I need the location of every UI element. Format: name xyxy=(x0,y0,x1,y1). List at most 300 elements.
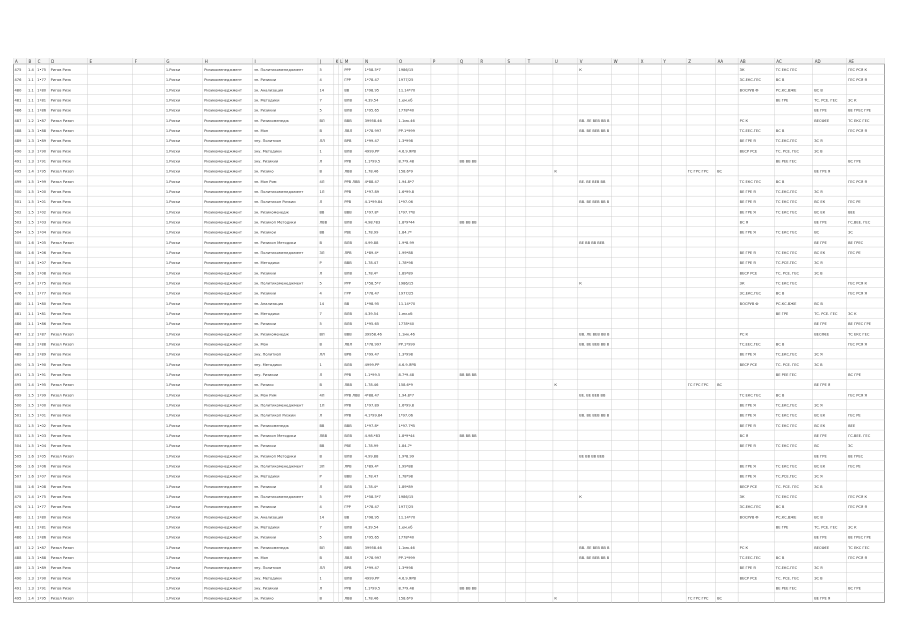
table-cell: 502 xyxy=(14,423,22,428)
table-cell: 4.98.*83 xyxy=(364,434,381,439)
table-cell: РВЕ xyxy=(344,444,352,449)
table-cell: ВВ. ВЕ ВЕВ ВВ В xyxy=(579,413,610,418)
table-cell: 1.4 xyxy=(28,495,34,500)
table-cell: 1•89 xyxy=(37,139,47,144)
table-cell: 1.78.47 xyxy=(364,474,379,479)
table-cell: Ригов Ризк xyxy=(50,230,72,235)
table-cell: 1•89 xyxy=(37,566,47,571)
table-cell: Ригов Ризк xyxy=(50,362,72,367)
table-cell: 1.2 xyxy=(28,545,34,550)
table-cell: 158.6*9 xyxy=(398,169,413,174)
column-header-row xyxy=(13,58,885,64)
table-cell: 1*97.8* xyxy=(364,210,379,215)
table-cell: 1•80 xyxy=(37,515,47,520)
table-cell: 1•95 xyxy=(37,596,47,601)
table-cell: Ризикоменеджмент xyxy=(204,454,242,459)
table-cell: ВЕ ГРЕ Я xyxy=(814,169,831,174)
table-cell: ВВ. ВЕ ВЕВ ВВ В xyxy=(579,128,610,133)
table-cell: Ризикоменеджмент xyxy=(204,271,242,276)
table-cell: 1778*40 xyxy=(398,108,415,113)
table-cell: 1•04 xyxy=(37,230,47,235)
table-cell: ЛЛ xyxy=(319,352,325,357)
table-cell: Ригов Ризк xyxy=(50,586,72,591)
table-cell: 1.5 xyxy=(28,444,34,449)
table-cell: ГЕС РСЯ Я xyxy=(848,393,868,398)
table-cell: 1•87 xyxy=(37,118,47,123)
table-cell: 1778*40 xyxy=(398,535,415,540)
table-cell: 1*78.47 xyxy=(364,505,380,510)
table-cell: 1.Риски xyxy=(165,515,181,520)
column-letter: G xyxy=(166,58,170,64)
table-cell: 1.Риски xyxy=(165,393,181,398)
table-cell: зну. Политиоп xyxy=(253,566,282,571)
table-cell: Ригов Ризк xyxy=(50,108,72,113)
table-cell: ВЛВ xyxy=(344,484,352,489)
table-cell: ЗК xyxy=(739,495,745,500)
table-cell: ЗС К xyxy=(848,525,857,530)
table-cell: Ризол Ризоп xyxy=(50,556,74,561)
table-cell: 1.1мк.46 xyxy=(398,545,415,550)
table-cell: 1.78.4* xyxy=(364,484,378,489)
table-cell: 4*88.47 xyxy=(364,179,380,184)
table-cell: ВЕСФЕЕ xyxy=(814,332,830,337)
table-cell: 1.78.46 xyxy=(364,596,379,601)
table-cell: 487 xyxy=(14,118,22,123)
table-cell: ТС.РСЕ.ГЕС xyxy=(775,474,797,479)
table-cell: Ризикоменеджмент xyxy=(204,576,242,581)
table-cell: 1.Риски xyxy=(165,311,181,316)
table-cell: Ризикоменеджмент xyxy=(204,515,242,520)
table-cell: ВЕСФЕЕ xyxy=(814,545,830,550)
table-cell: Ризикоменеджмент xyxy=(204,281,242,286)
table-cell: 1•05 xyxy=(37,454,47,459)
table-cell: 1.1мк.46 xyxy=(398,332,415,337)
column-letter: D xyxy=(51,58,55,64)
table-cell: 1.Риски xyxy=(165,332,181,337)
table-cell: 1.Риски xyxy=(165,535,181,540)
column-letter: F xyxy=(134,58,138,64)
column-letter: L xyxy=(340,58,343,64)
table-cell: 8.7*9.48 xyxy=(398,373,415,378)
table-cell: Ригов Ризк xyxy=(50,505,72,510)
table-cell: ТС.ЕКС.ГЕС xyxy=(775,139,798,144)
table-cell: ЛЛ xyxy=(319,566,325,571)
table-cell: Ригов Ризк xyxy=(50,261,72,266)
table-cell: Ригов Ризк xyxy=(50,434,72,439)
table-cell: 1.Риски xyxy=(165,139,181,144)
table-cell: Ризикоменеджмент xyxy=(204,495,242,500)
table-cell: ВЕ ГРЕС xyxy=(848,240,864,245)
table-cell: 1*58.5*7 xyxy=(364,281,381,286)
table-cell: ВЕ ГРЕ Я xyxy=(739,352,756,357)
table-cell: 505 xyxy=(14,240,22,245)
table-cell: 1•95 xyxy=(37,169,47,174)
table-cell: 506 xyxy=(14,250,22,255)
table-cell: 1.Риски xyxy=(165,464,181,469)
table-cell: ВЕСР РСЕ xyxy=(739,576,758,581)
table-cell: 1.6 xyxy=(28,271,34,276)
table-cell: 1.99*88 xyxy=(398,464,413,469)
table-cell: 4.6.9.ЯРВ xyxy=(398,149,416,154)
table-cell: К xyxy=(579,281,582,286)
table-cell: 491 xyxy=(14,586,22,591)
table-cell: ГЕС РСЯ Я xyxy=(848,556,868,561)
table-cell: ЗС В xyxy=(814,576,823,581)
table-cell: 1•77 xyxy=(37,291,47,296)
table-cell: 1.89*89 xyxy=(398,484,413,489)
table-cell: зн. Ризикоп Методики xyxy=(253,434,297,439)
table-cell: зн. Политикоменеджмент xyxy=(253,464,304,469)
table-cell: ВЛ xyxy=(319,545,325,550)
table-cell: Ризикоменеджмент xyxy=(204,210,242,215)
table-cell: ВЛВ xyxy=(344,98,352,103)
table-cell: Ригов Ризк xyxy=(50,444,72,449)
table-cell: ЛВВ xyxy=(344,596,352,601)
table-cell: зн. Ризикии xyxy=(253,535,277,540)
table-cell: Л xyxy=(319,586,323,591)
table-cell: 1*78.47 xyxy=(364,291,380,296)
table-cell: 503 xyxy=(14,434,22,439)
table-cell: 1*97.7*В xyxy=(398,210,415,215)
table-cell: 1•81 xyxy=(37,525,47,530)
table-cell: ГРР xyxy=(344,291,351,296)
table-cell: ВЕ ГРЕС xyxy=(848,454,864,459)
table-cell: ВРВ xyxy=(344,352,352,357)
table-cell: Ризикоменеджмент xyxy=(204,189,242,194)
table-cell: зн. Мон xyxy=(253,128,269,133)
table-cell: ВЕ ГРЕ Я xyxy=(739,230,756,235)
table-cell: ВЛВ xyxy=(344,454,352,459)
table-cell: Ригов Ризк xyxy=(50,189,72,194)
table-cell: 1*78.997 xyxy=(364,342,382,347)
table-cell: 1*78.997 xyxy=(364,128,382,133)
table-cell: ВС xyxy=(814,444,820,449)
table-cell: Л xyxy=(319,484,323,489)
table-cell: зну. Политиоп xyxy=(253,352,282,357)
table-cell: ЗС В xyxy=(814,362,823,367)
table-cell: ГЕС РЕ xyxy=(848,250,861,255)
table-cell: ЛВВ xyxy=(344,383,352,388)
table-cell: 4.1*99.84 xyxy=(364,413,383,418)
table-cell: ВОСРУВ Ф xyxy=(739,88,759,93)
table-cell: Ризол Ризоп xyxy=(50,240,74,245)
table-cell: 508 xyxy=(14,484,22,489)
table-cell: Ризол Ризоп xyxy=(50,118,74,123)
table-cell: РРР xyxy=(344,281,351,286)
table-cell: зн. Политикоменеджмент xyxy=(253,250,304,255)
table-cell: Ризол Ризоп xyxy=(50,169,74,174)
table-cell: 1.6 xyxy=(28,484,34,489)
table-cell: 1*89.4* xyxy=(364,464,379,469)
table-cell: РРВ xyxy=(344,403,352,408)
table-cell: 4.99.88 xyxy=(364,240,379,245)
table-cell: 11.14*70 xyxy=(398,301,416,306)
table-cell: 1.ем.кб xyxy=(398,98,413,103)
column-letter: Y xyxy=(663,58,666,64)
table-cell: ТС. РСЕ. ГЕС xyxy=(775,576,800,581)
table-cell: 1*78.997 xyxy=(364,556,382,561)
table-cell: 1*89.4* xyxy=(364,250,379,255)
table-cell: ТС.РСЕ.ГЕС xyxy=(775,261,797,266)
table-cell: ЗС Я xyxy=(814,261,823,266)
table-cell: 1.78.4* xyxy=(364,271,378,276)
table-cell: 1.78.46 xyxy=(364,169,379,174)
table-cell: Ризикоменеджмент xyxy=(204,464,242,469)
table-cell: 158.6*9 xyxy=(398,383,413,388)
table-cell: ТС ЕКС ГЕС xyxy=(848,332,870,337)
table-cell: РРР xyxy=(344,67,351,72)
table-cell: ВЕ ГРЕ Я xyxy=(739,413,756,418)
table-cell: зн. Ризико xyxy=(253,383,274,388)
table-cell: зн. Анализация xyxy=(253,515,284,520)
table-cell: зн. Ризикии xyxy=(253,78,277,83)
table-cell: ЗС В xyxy=(814,271,823,276)
table-cell: 1*95.65 xyxy=(364,535,380,540)
table-cell: 4Л xyxy=(319,179,325,184)
table-cell: ВС ЕК xyxy=(814,464,826,469)
table-cell: 4.1*99.84 xyxy=(364,200,383,205)
table-cell: 1.78.99 xyxy=(364,230,379,235)
table-cell: ТС. РСЕ. ГЕС xyxy=(814,311,838,316)
table-cell: 505 xyxy=(14,454,22,459)
table-cell: 1*97.89 xyxy=(364,403,380,408)
table-cell: 1•91 xyxy=(37,586,47,591)
table-cell: 1.Риски xyxy=(165,88,181,93)
table-cell: 1977/25 xyxy=(398,78,414,83)
table-cell: 1.Риски xyxy=(165,373,181,378)
table-cell: 1.78*98 xyxy=(398,261,413,266)
table-cell: ВЕ ВВ ВВ ВЕВ xyxy=(579,454,605,459)
column-letter: H xyxy=(204,58,208,64)
table-cell: 1.Риски xyxy=(165,495,181,500)
table-cell: ВС xyxy=(717,169,723,174)
table-cell: зн. Ризикои xyxy=(253,230,276,235)
table-cell: 1.Риски xyxy=(165,322,181,327)
table-cell: ГС.ВЕЕ. ГЕС xyxy=(848,434,871,439)
table-cell: 504 xyxy=(14,230,22,235)
table-cell: ВС В xyxy=(775,179,785,184)
table-cell: 4 xyxy=(319,291,322,296)
table-cell: Ризикоменеджмент xyxy=(204,179,242,184)
table-cell: 1.1 xyxy=(28,98,34,103)
table-cell: 4.6.9.ЯРВ xyxy=(398,576,416,581)
table-cell: 1.Риски xyxy=(165,250,181,255)
table-cell: 1•04 xyxy=(37,444,47,449)
table-cell: Ригов Ризк xyxy=(50,220,72,225)
table-cell: Ризикоменеджмент xyxy=(204,545,242,550)
table-cell: 491 xyxy=(14,373,22,378)
table-cell: 39958.46 xyxy=(364,332,382,337)
spreadsheet-grid xyxy=(13,58,885,603)
table-cell: ТС.ЕЕС.ГЕС xyxy=(739,128,761,133)
table-cell: ВЕ ГРЕ Я xyxy=(739,250,756,255)
table-cell: Ризол Ризоп xyxy=(50,545,74,550)
table-cell: Ригов Ризк xyxy=(50,159,72,164)
table-cell: ВС В xyxy=(814,515,823,520)
table-cell: ТС ЕКС ГЕС xyxy=(775,250,798,255)
table-cell: ВЕСФЕЕ xyxy=(814,118,830,123)
table-cell: РС.КС.ВЖЕ xyxy=(775,515,797,520)
table-cell: ВЛВ xyxy=(344,525,352,530)
table-cell: В xyxy=(319,383,322,388)
column-letter: J xyxy=(319,58,322,64)
table-cell: зн. Мон xyxy=(253,556,269,561)
table-cell: Ризол Ризоп xyxy=(50,383,74,388)
table-cell: 1.6*99.8 xyxy=(398,189,415,194)
table-cell: 1•77 xyxy=(37,505,47,510)
table-cell: зн. Методики xyxy=(253,98,280,103)
table-cell: 4 xyxy=(319,505,322,510)
table-cell: ВЕ. ВЕ ВЕВ ВВ xyxy=(579,393,606,398)
table-cell: 1.Риски xyxy=(165,362,181,367)
table-cell: РРВ xyxy=(344,189,352,194)
table-cell: 1.1 xyxy=(28,505,34,510)
table-cell: зн. Мон Рим xyxy=(253,393,277,398)
table-cell: 1*97.8* xyxy=(364,423,379,428)
column-letter: R xyxy=(480,58,484,64)
table-cell: 504 xyxy=(14,444,22,449)
table-cell: 1.Риски xyxy=(165,352,181,357)
table-cell: Ригов Ризк xyxy=(50,88,72,93)
table-cell: 4.39.54 xyxy=(364,525,379,530)
table-cell: Ригов Ризк xyxy=(50,484,72,489)
table-cell: РРВ xyxy=(344,413,352,418)
table-cell: 5 xyxy=(319,108,322,113)
table-cell: 1.3*998 xyxy=(398,352,413,357)
table-cell: 5 xyxy=(319,495,322,500)
table-cell: 1•86 xyxy=(37,322,47,327)
table-cell: ТС. РСЕ. ГЕС xyxy=(775,484,800,489)
table-cell: 1.Риски xyxy=(165,281,181,286)
table-cell: ГС ГРС ГРС xyxy=(687,383,709,388)
table-cell: ТС.ЕКС.ГЕС xyxy=(775,566,798,571)
table-cell: 1 xyxy=(319,362,322,367)
table-cell: 1•99 xyxy=(37,179,47,184)
table-cell: ТС.ЕКС.ГЕС xyxy=(775,403,798,408)
table-cell: 1.Риски xyxy=(165,169,181,174)
table-cell: ЛВЛ xyxy=(344,342,353,347)
table-cell: 1.Риски xyxy=(165,230,181,235)
table-cell: 1.5 xyxy=(28,210,34,215)
table-cell: ВЕ ГРЕ Я xyxy=(814,596,831,601)
table-cell: 506 xyxy=(14,464,22,469)
table-cell: ГРР xyxy=(344,78,351,83)
table-cell: 481 xyxy=(14,311,22,316)
table-cell: 488 xyxy=(14,342,22,347)
table-cell: РС К xyxy=(739,332,749,337)
table-cell: 1.5 xyxy=(28,393,34,398)
table-cell: ВС В xyxy=(775,291,785,296)
table-cell: ВВ ВВ ВВ xyxy=(459,159,477,164)
column-letter: U xyxy=(554,58,558,64)
table-cell: 480 xyxy=(14,515,22,520)
table-cell: ВЕ ГРЕ xyxy=(814,322,827,327)
column-letter: N xyxy=(365,58,369,64)
table-cell: ВВ ВВ ВВ xyxy=(459,373,477,378)
table-cell: ВВВ xyxy=(344,545,352,550)
table-cell: ТС ЕКС ГЕС xyxy=(848,545,870,550)
table-cell: К xyxy=(554,169,557,174)
table-cell: 1•81 xyxy=(37,311,47,316)
table-cell: Ригов Ризк xyxy=(50,281,72,286)
table-cell: зн. Ризикои xyxy=(253,444,276,449)
table-cell: 1*58.5*7 xyxy=(364,495,381,500)
table-cell: Ризикоменеджмент xyxy=(204,484,242,489)
table-cell: Ризикоменеджмент xyxy=(204,139,242,144)
table-cell: 1.6 xyxy=(28,454,34,459)
table-cell: 507 xyxy=(14,261,22,266)
table-cell: ЛРВ xyxy=(344,250,352,255)
table-cell: зну. Политиоп xyxy=(253,139,282,144)
table-cell: 1 xyxy=(319,576,322,581)
table-cell: 1.Риски xyxy=(165,576,181,581)
table-cell: ВЕСР РСЕ xyxy=(739,149,758,154)
table-cell: 1.1 xyxy=(28,322,34,327)
table-cell: ТС ЕКС ГЕС xyxy=(739,179,761,184)
table-cell: ВЛВ xyxy=(344,108,352,113)
table-cell: ВЕЕ xyxy=(848,423,856,428)
table-cell: РРВ ЛВВ xyxy=(344,393,360,398)
table-cell: РР.1*999 xyxy=(398,128,415,133)
table-cell: 4.98.*83 xyxy=(364,220,381,225)
table-cell: ВОСРУВ Ф xyxy=(739,515,759,520)
table-cell: Ригов Ризк xyxy=(50,525,72,530)
table-cell: 1.Риски xyxy=(165,240,181,245)
table-cell: 1•00 xyxy=(37,189,47,194)
table-cell: 5 xyxy=(319,535,322,540)
table-cell: ЗС xyxy=(848,230,853,235)
column-letter: Q xyxy=(460,58,464,64)
table-cell: 499 xyxy=(14,393,22,398)
table-cell: ВЛВ xyxy=(344,576,352,581)
column-letter: X xyxy=(640,58,644,64)
table-cell: 1Л xyxy=(319,189,325,194)
table-cell: ГЕС РСЯ Я xyxy=(848,179,868,184)
table-cell: ГЕС РСЯ К xyxy=(848,281,868,286)
table-cell: 1.3*998 xyxy=(398,139,413,144)
table-cell: ВС В xyxy=(775,78,785,83)
table-cell: Ризикоменеджмент xyxy=(204,566,242,571)
table-cell: ГС ГРС ГРС xyxy=(687,596,709,601)
table-cell: 1.3 xyxy=(28,566,34,571)
table-cell: ГЕС РСЯ К xyxy=(848,67,868,72)
table-cell: ВЕ ГРЕ xyxy=(814,240,827,245)
table-cell: 1.Риски xyxy=(165,383,181,388)
table-cell: ВЕ ГРЕ xyxy=(814,220,827,225)
table-cell: 501 xyxy=(14,200,22,205)
table-cell: ТС. РСЕ. ГЕС xyxy=(814,525,838,530)
table-cell: ЛВВ xyxy=(344,169,352,174)
table-cell: 495 xyxy=(14,169,22,174)
table-cell: зн. Ризикии xyxy=(253,484,277,489)
table-cell: 1.Риски xyxy=(165,505,181,510)
table-cell: ЛРВ xyxy=(344,464,352,469)
table-cell: 1.3 xyxy=(28,373,34,378)
table-cell: зн. Политикоменеджмент xyxy=(253,495,304,500)
table-cell: зн. Ризикоменедж xyxy=(253,332,289,337)
table-cell: Ригов Ризк xyxy=(50,535,72,540)
table-cell: Ригов Ризк xyxy=(50,200,72,205)
table-cell: 1•87 xyxy=(37,545,47,550)
table-cell: ГЕС РСЯ Я xyxy=(848,128,868,133)
table-cell: ВС В xyxy=(775,342,785,347)
table-cell: зну. Методики xyxy=(253,149,282,154)
table-cell: ВРВ xyxy=(344,566,352,571)
table-cell: Ригов Ризк xyxy=(50,566,72,571)
table-cell: ВВ ВВ ВВ xyxy=(459,434,477,439)
table-cell: зн. Методики xyxy=(253,474,280,479)
table-cell: ВВ ВВ ВВ xyxy=(459,586,477,591)
